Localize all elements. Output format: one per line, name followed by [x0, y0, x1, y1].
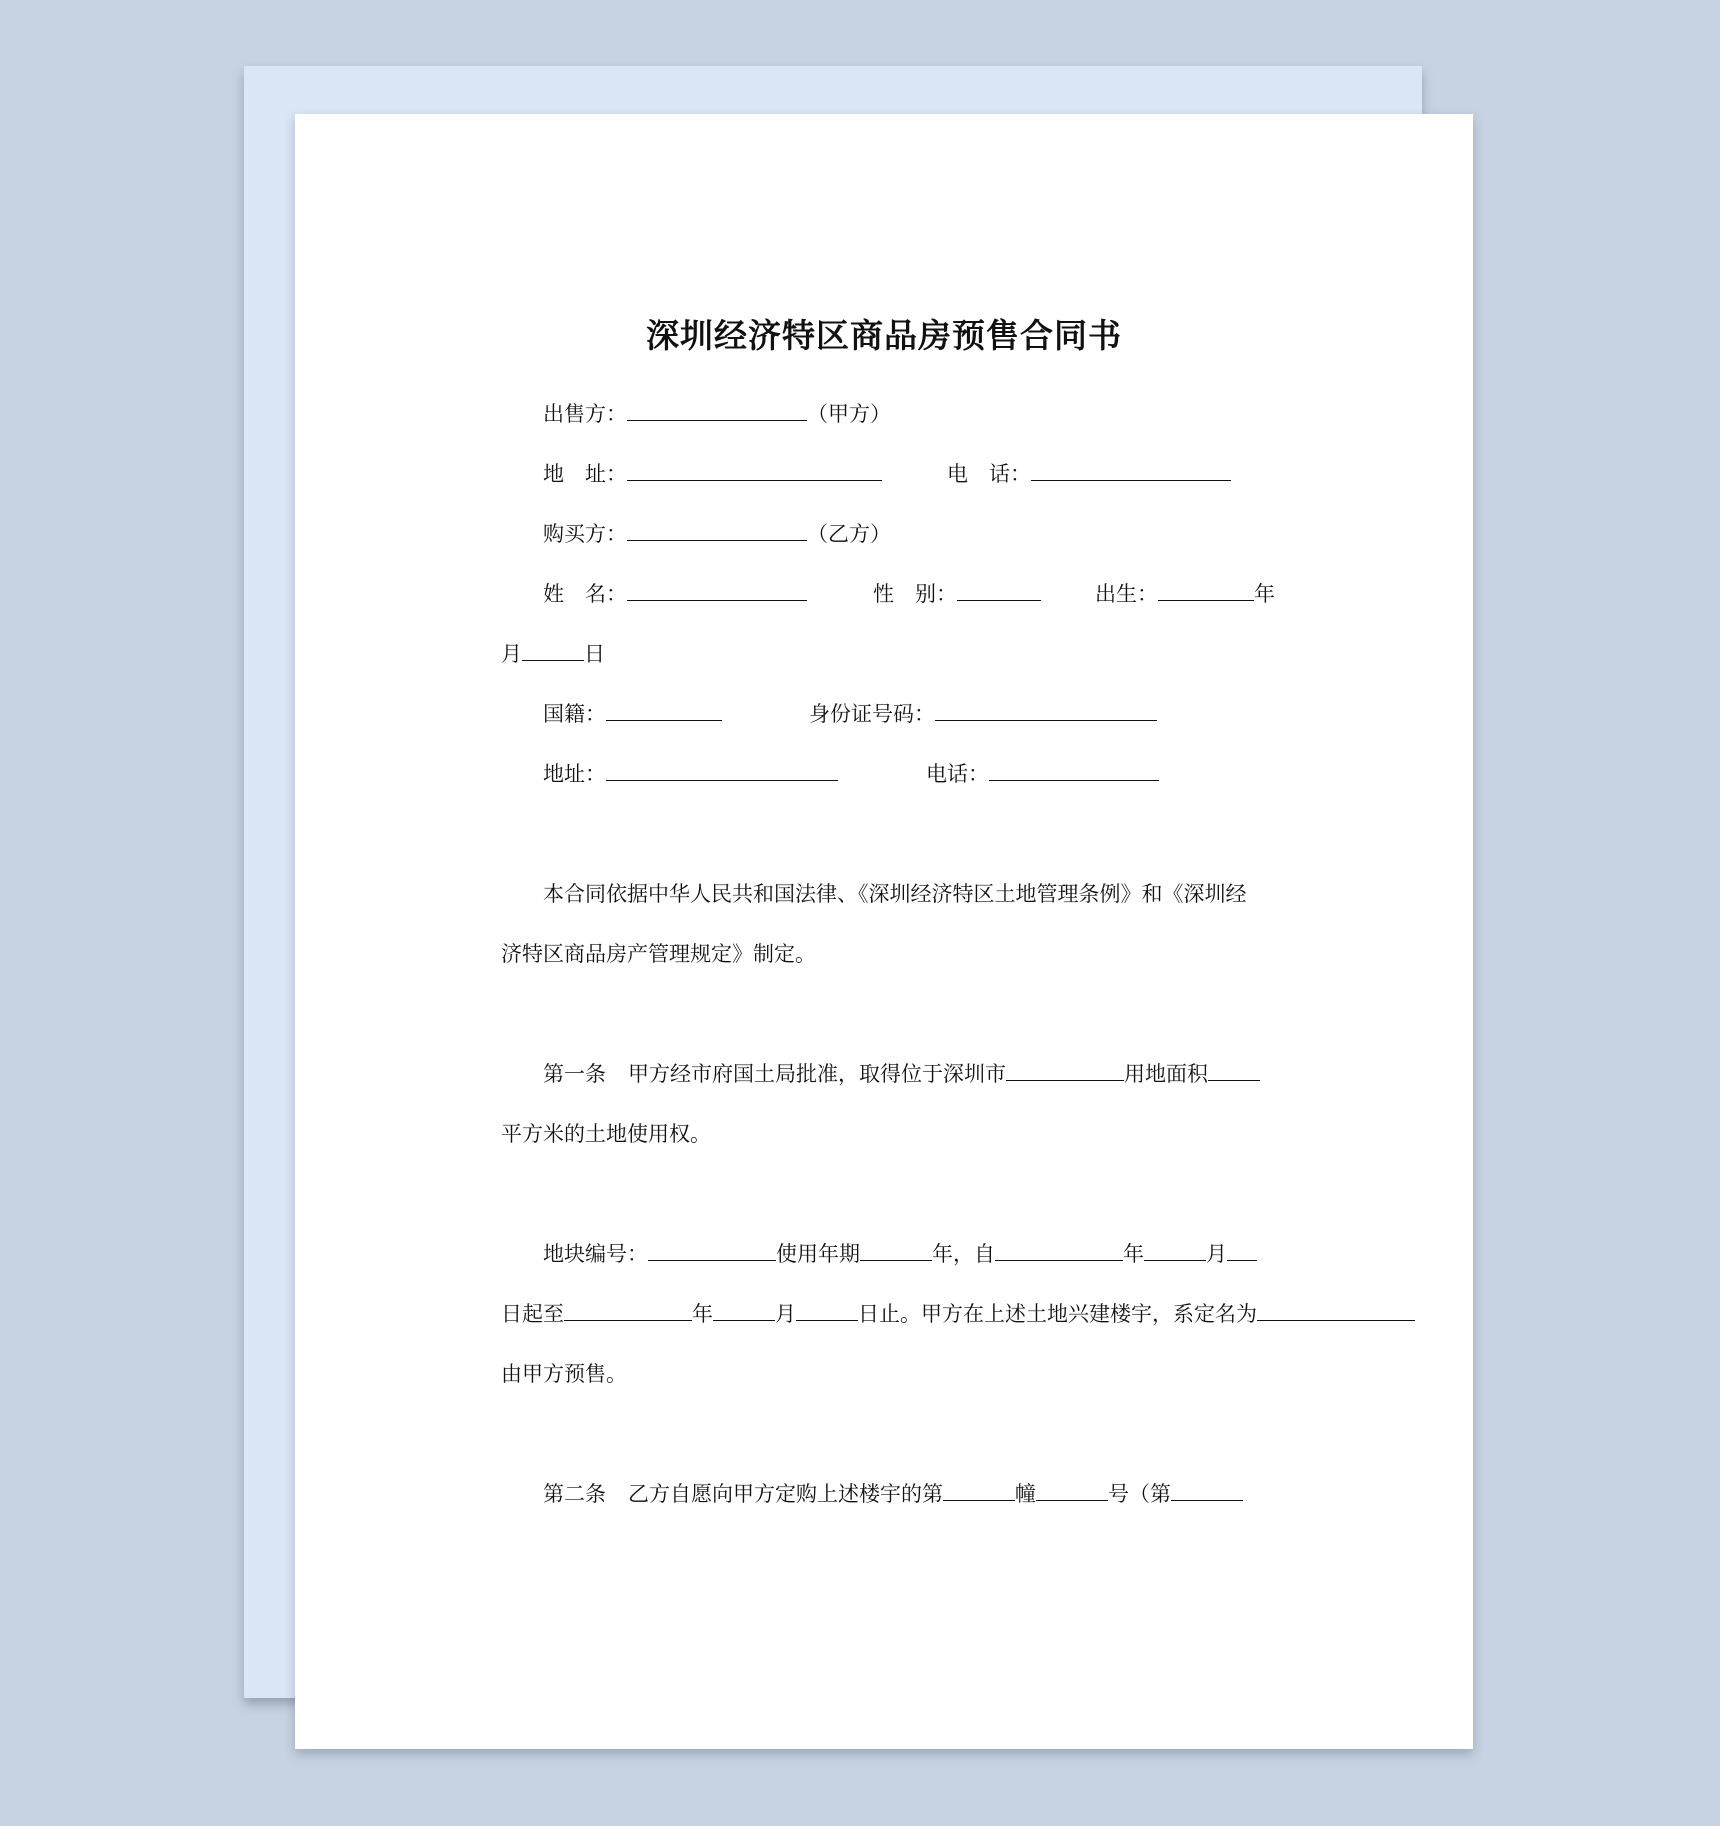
article2-building-unit: 幢: [1015, 1482, 1036, 1506]
article2-floor-blank[interactable]: [1171, 1481, 1243, 1501]
seller-address-blank[interactable]: [627, 461, 882, 481]
birth-month-blank[interactable]: [522, 641, 584, 661]
id-number-label: 身份证号码：: [809, 702, 935, 726]
parcel-years-blank[interactable]: [860, 1241, 932, 1261]
buyer-phone-line: [926, 760, 1159, 788]
article2-number-blank[interactable]: [1036, 1481, 1108, 1501]
buyer-blank[interactable]: [627, 521, 807, 541]
parcel-start-year-unit: 年: [1123, 1242, 1144, 1266]
buyer-label: 购买方：: [543, 522, 627, 546]
article1-text-b: 用地面积: [1124, 1062, 1208, 1086]
buyer-phone-blank[interactable]: [989, 761, 1159, 781]
buyer-name-line: [543, 580, 807, 608]
article1-location-blank[interactable]: [1006, 1061, 1124, 1081]
seller-address-line: [543, 460, 882, 488]
birth-month-day-line: [501, 640, 605, 668]
buyer-suffix: （乙方）: [807, 522, 891, 546]
article2-text-a: 乙方自愿向甲方定购上述楼宇的第: [628, 1482, 943, 1506]
birth-year-blank[interactable]: [1158, 581, 1254, 601]
article1-heading: 第一条: [543, 1062, 606, 1086]
parcel-line-2: [501, 1300, 1415, 1328]
article1-area-blank[interactable]: [1208, 1061, 1260, 1081]
parcel-number-blank[interactable]: [648, 1241, 776, 1261]
contract-page: [295, 114, 1473, 1749]
article2-number-unit: 号（第: [1108, 1482, 1171, 1506]
seller-address-label: 地 址：: [543, 462, 627, 486]
nationality-line: [543, 700, 722, 728]
buyer-gender-line: [873, 580, 1041, 608]
id-number-blank[interactable]: [935, 701, 1157, 721]
article2-building-blank[interactable]: [943, 1481, 1015, 1501]
id-number-line: [809, 700, 1157, 728]
parcel-start-month-unit: 月: [1206, 1242, 1227, 1266]
buyer-name-blank[interactable]: [627, 581, 807, 601]
parcel-start-month-blank[interactable]: [1144, 1241, 1206, 1261]
article1-line-2: 平方米的土地使用权。: [501, 1122, 711, 1146]
buyer-address-label: 地址：: [543, 762, 606, 786]
preamble-line-1: 本合同依据中华人民共和国法律、《深圳经济特区土地管理条例》和《深圳经: [543, 882, 1247, 906]
seller-phone-blank[interactable]: [1031, 461, 1231, 481]
parcel-start-day-blank[interactable]: [1227, 1241, 1257, 1261]
building-name-blank[interactable]: [1257, 1301, 1415, 1321]
buyer-birth-line: [1095, 580, 1275, 608]
nationality-blank[interactable]: [606, 701, 722, 721]
article2-line-1: [543, 1480, 1243, 1508]
parcel-day-from: 日起至: [501, 1302, 564, 1326]
parcel-end-year-unit: 年: [692, 1302, 713, 1326]
article2-heading: 第二条: [543, 1482, 606, 1506]
seller-line: [543, 400, 891, 428]
seller-phone-label: 电 话：: [947, 462, 1031, 486]
buyer-gender-label: 性 别：: [873, 582, 957, 606]
buyer-address-blank[interactable]: [606, 761, 838, 781]
buyer-line: [543, 520, 891, 548]
birth-month-unit: 月: [501, 642, 522, 666]
article1-text-a: 甲方经市府国土局批准，取得位于深圳市: [628, 1062, 1006, 1086]
parcel-end-day-blank[interactable]: [796, 1301, 858, 1321]
buyer-birth-label: 出生：: [1095, 582, 1158, 606]
buyer-phone-label: 电话：: [926, 762, 989, 786]
parcel-end-month-blank[interactable]: [713, 1301, 775, 1321]
nationality-label: 国籍：: [543, 702, 606, 726]
seller-suffix: （甲方）: [807, 402, 891, 426]
parcel-end-month-unit: 月: [775, 1302, 796, 1326]
seller-label: 出售方：: [543, 402, 627, 426]
birth-day-unit: 日: [584, 642, 605, 666]
parcel-use-years: 使用年期: [776, 1242, 860, 1266]
buyer-address-line: [543, 760, 838, 788]
parcel-label: 地块编号：: [543, 1242, 648, 1266]
seller-blank[interactable]: [627, 401, 807, 421]
parcel-year-from: 年，自: [932, 1242, 995, 1266]
preamble-line-2: 济特区商品房产管理规定》制定。: [501, 942, 816, 966]
parcel-end-year-blank[interactable]: [564, 1301, 692, 1321]
buyer-name-label: 姓 名：: [543, 582, 627, 606]
article1-line-1: [543, 1060, 1260, 1088]
birth-year-unit: 年: [1254, 582, 1275, 606]
seller-phone-line: [947, 460, 1231, 488]
parcel-day-to: 日止。甲方在上述土地兴建楼宇，系定名为: [858, 1302, 1257, 1326]
parcel-line-3: 由甲方预售。: [501, 1362, 627, 1386]
parcel-line-1: [543, 1240, 1257, 1268]
parcel-start-year-blank[interactable]: [995, 1241, 1123, 1261]
document-title: 深圳经济特区商品房预售合同书: [646, 316, 1122, 355]
buyer-gender-blank[interactable]: [957, 581, 1041, 601]
